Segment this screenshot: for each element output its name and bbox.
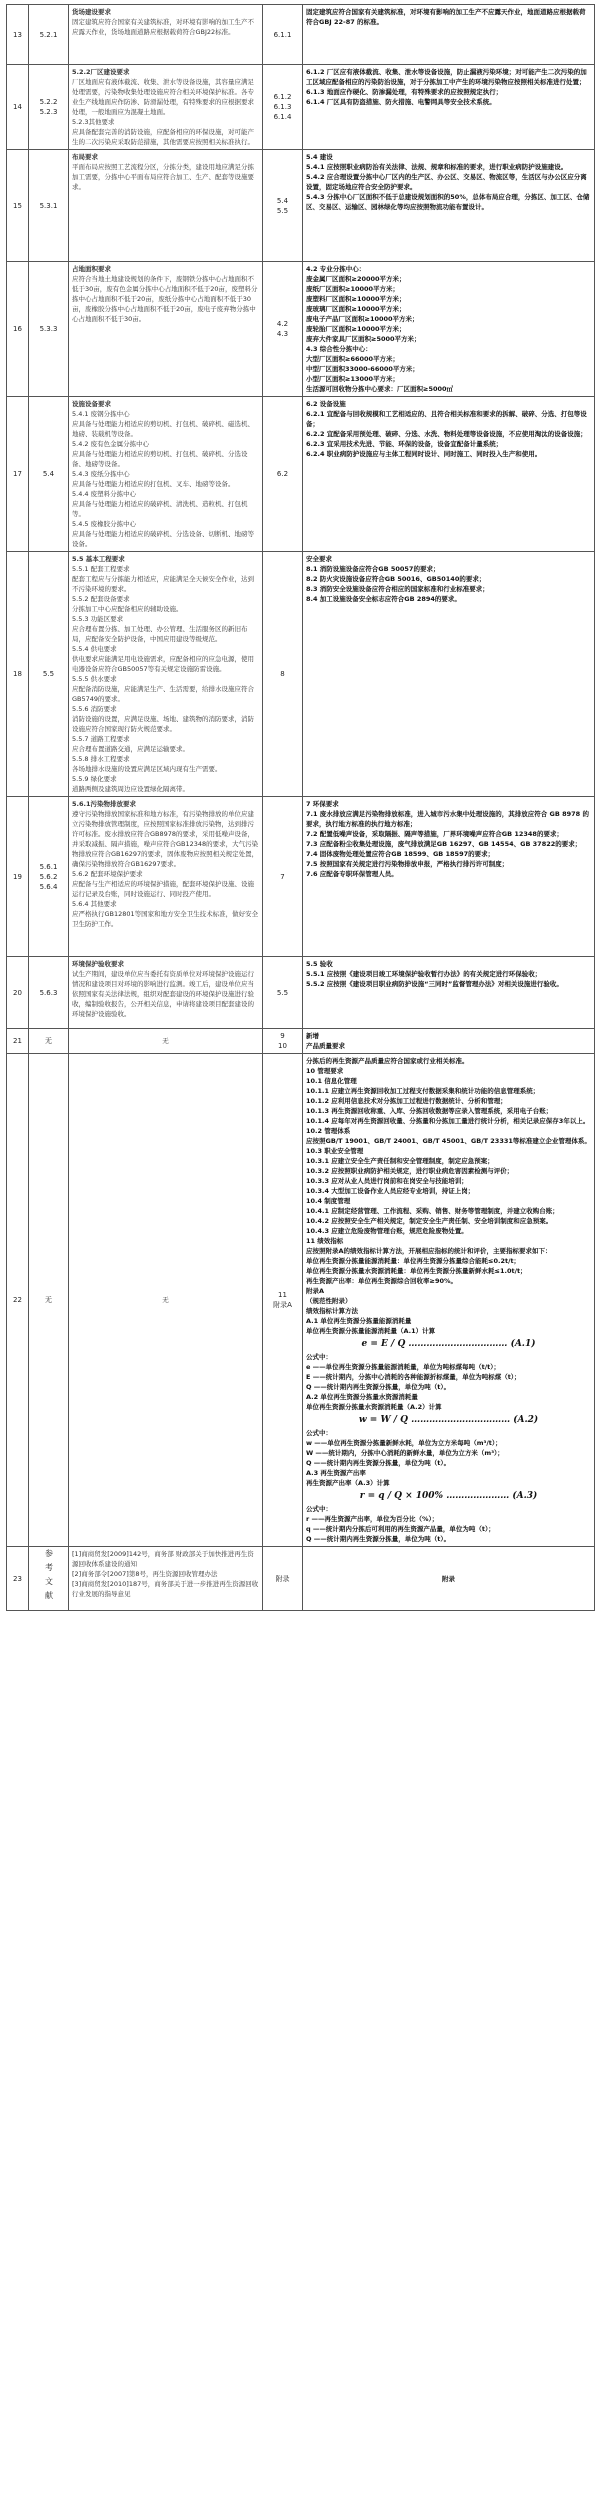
old-clause-number: 5.2.2 5.2.3 (29, 65, 69, 150)
new-clause-number: 附录 (263, 1547, 303, 1611)
new-text-line: 小型厂区面积≥13000平方米； (306, 375, 400, 383)
old-text-line: 固定建筑应符合国家有关建筑标准，对环境有影响的加工生产不应露天作业，货场地面道路应根据载荷符合GBJ22标准。 (72, 18, 254, 36)
row-number: 18 (7, 552, 29, 797)
new-clause-number: 5.5 (263, 957, 303, 1029)
old-text-line: 厂区地面应有液体截流、收集、泄水等设备设施，其容量应满足处理需要，污染物收集处理设施应符合相关环境保护标准。各专业生产线地面应作防渗、防滑漏处理，有特殊要求的应根据要求处理，一般地面应为混凝土地面。 (72, 78, 254, 116)
new-text-line: r ——再生资源产出率，单位为百分比（%）； (306, 1515, 439, 1523)
table-row (7, 1547, 595, 1611)
new-text-line: E ——统计期内，分拣中心消耗的各种能源折标煤量，单位为吨标煤（t）； (306, 1373, 521, 1381)
old-text-line: 5.5.1 配套工程要求 (72, 565, 130, 573)
old-text-line: 分拣加工中心应配备相应的辅助设施。 (72, 605, 183, 613)
row-number: 21 (7, 1029, 29, 1054)
new-text-line: 附录A (306, 1287, 325, 1295)
new-text-line: e ——单位再生资源分拣量能源消耗量，单位为吨标煤每吨（t/t）； (306, 1363, 501, 1371)
old-text-line: 遵守污染物排放国家标准和地方标准，有污染物排放的单位应建立污染物排放管理制度，应按照国家标准排放污染物，达到排污许可标准。废水排放应符合GB8978的要求，采用低噪声设备，并采取减振、隔声措施，噪声应符合GB12348的要求，大气污染物排放应符合GB16297的要求，固体废物应按照相关规定处置，确保污染物排放符合GB16297要求。 (72, 810, 259, 868)
new-text-line: 固定建筑应符合国家有关建筑标准，对环境有影响的加工生产不应露天作业，地面道路应根据载荷符合GBJ 22-87 的标准。 (306, 8, 586, 26)
new-text-line: A.3 再生资源产出率 (306, 1469, 366, 1477)
formula: e = E / Q …………………………… (A.1) (361, 1339, 536, 1349)
new-text-line: 5.5.1 应按照《建设项目竣工环境保护验收暂行办法》的有关规定进行环保验收； (306, 970, 542, 978)
old-text-line: 5.4.5 废橡胶分拣中心 (72, 520, 137, 528)
new-text-line: 8.2 防火灾设施设备应符合GB 50016、GB50140的要求； (306, 575, 486, 583)
new-text-line: （规范性附录） (306, 1297, 352, 1305)
new-clause-text (303, 150, 595, 262)
new-text-line: Q ——统计期内再生资源分拣量，单位为吨（t）。 (306, 1535, 451, 1543)
new-text-line: 4.2 专业分拣中心： (306, 265, 366, 273)
table-row (7, 397, 595, 552)
old-clause-text (69, 5, 263, 65)
old-text-line: 5.5.4 供电要求 (72, 645, 117, 653)
new-clause-text (303, 957, 595, 1029)
new-text-line: 废电子产品厂区面积≥10000平方米； (306, 315, 419, 323)
old-clause-number: 5.4 (29, 397, 69, 552)
old-clause-number: 5.3.1 (29, 150, 69, 262)
old-text-line: 5.5.9 绿化要求 (72, 775, 117, 783)
new-clause-number: 6.1.2 6.1.3 6.1.4 (263, 65, 303, 150)
old-text-line: 环境保护验收要求 (72, 960, 124, 968)
old-text-line: 应具备与处理能力相适应的破碎机、分选设备、切断机、地磅等设备。 (72, 530, 254, 548)
new-clause-text (303, 552, 595, 797)
old-text-line: 配套工程应与分拣能力相适应，应能满足全天候安全作业，达到不污染环境的要求。 (72, 575, 254, 593)
row-number: 20 (7, 957, 29, 1029)
new-text-line: 10.4 制度管理 (306, 1197, 351, 1205)
new-text-line: 10.1.4 应每年对再生资源回收量、分拣量和分拣加工量进行统计分析，相关记录应保存3年以上。 (306, 1117, 590, 1125)
new-clause-text (303, 797, 595, 957)
old-text-line: 应配备消防设施，应能满足生产、生活需要，给排水设施应符合GB5749的要求。 (72, 685, 254, 703)
comparison-table-body (7, 5, 595, 1611)
old-text-line: 5.5.6 消防要求 (72, 705, 117, 713)
document-page (6, 4, 594, 1611)
row-number: 16 (7, 262, 29, 397)
old-clause-text (69, 552, 263, 797)
new-text-line: 废玻璃厂区面积≥10000平方米； (306, 305, 406, 313)
new-text-line: Q ——统计期内再生资源分拣量，单位为吨（t）。 (306, 1383, 451, 1391)
new-clause-number: 9 10 (263, 1029, 303, 1054)
new-text-line: 10.1.2 应利用信息技术对分拣加工过程进行数据统计、分析和管理； (306, 1097, 507, 1105)
old-text-line: 应合理布置道路交通，应满足运输要求。 (72, 745, 189, 753)
new-text-line: 10.3.3 应对从业人员进行岗前和在岗安全与技能培训； (306, 1177, 468, 1185)
old-text-line: 5.6.2 配套环境保护要求 (72, 870, 143, 878)
new-text-line: 10.4.1 应制定经营管理、工作流程、采购、销售、财务等管理制度，并建立收购台账； (306, 1207, 559, 1215)
new-clause-number: 5.4 5.5 (263, 150, 303, 262)
old-text-line: 应具备与处理能力相适应的剪切机、打包机、破碎机、磁选机、地磅、装载机等设备。 (72, 420, 254, 438)
old-text-line: 5.5.8 排水工程要求 (72, 755, 130, 763)
new-text-line: 5.4.1 应按照职业病防治有关法律、法规、规章和标准的要求，进行职业病防护设施建设。 (306, 163, 568, 171)
new-text-line: 10.2 管理体系 (306, 1127, 351, 1135)
new-text-line: 再生资源产出率（A.3）计算 (306, 1479, 390, 1487)
new-text-line: 单位再生资源分拣量能源消耗量（A.1）计算 (306, 1327, 436, 1335)
new-text-line: 7.6 应配备专职环保管理人员。 (306, 870, 398, 878)
new-text-line: 应按照GB/T 19001、GB/T 24001、GB/T 45001、GB/T 23331等标准建立企业管理体系。 (306, 1137, 591, 1145)
old-text-line: [3]商商贸发[2010]187号，商务部关于进一步推进再生资源回收行业发展的指导意见 (72, 1580, 259, 1598)
row-number: 13 (7, 5, 29, 65)
old-clause-text (69, 797, 263, 957)
new-text-line: 6.1.3 地面应作硬化、防渗漏处理，有特殊要求的应按照规定执行； (306, 88, 503, 96)
new-text-line: 10.1.3 再生资源回收称重、入库、分拣回收数据等应录入管理系统，采用电子台账； (306, 1107, 553, 1115)
table-row (7, 1029, 595, 1054)
new-text-line: 7.3 应配备粉尘收集处理设施，废气排放满足GB 16297、GB 14554、GB 37822的要求； (306, 840, 582, 848)
row-number: 19 (7, 797, 29, 957)
new-text-line: 废金属厂区面积≥20000平方米； (306, 275, 406, 283)
table-row (7, 957, 595, 1029)
new-text-line: 公式中： (306, 1429, 332, 1437)
formula: r = q / Q × 100% ………………… (A.3) (359, 1491, 538, 1501)
old-clause-text: 无 (69, 1054, 263, 1547)
old-text-line: 5.2.3其他要求 (72, 118, 115, 126)
old-clause-number: 5.5 (29, 552, 69, 797)
old-text-line: 道路两侧及建筑周边应设置绿化隔离带。 (72, 785, 189, 793)
new-text-line: 再生资源产出率：单位再生资源综合回收率≥90%。 (306, 1277, 458, 1285)
new-text-line: 7 环保要求 (306, 800, 339, 808)
old-text-line: 5.4.4 废塑料分拣中心 (72, 490, 137, 498)
new-text-line: 6.2.4 职业病防护设施应与主体工程同时设计、同时施工、同时投入生产和使用。 (306, 450, 542, 458)
old-text-line: 应具备与处理能力相适应的剪切机、打包机、破碎机、分选设备、地磅等设备。 (72, 450, 248, 468)
new-text-line: w ——单位再生资源分拣量新鲜水耗，单位为立方米每吨（m³/t）； (306, 1439, 502, 1447)
new-text-line: 公式中： (306, 1353, 332, 1361)
old-text-line: 5.5.2 配套设备要求 (72, 595, 130, 603)
new-text-line: 应按照附录A的绩效指标计算方法，开展相应指标的统计和评价，主要指标要求如下： (306, 1247, 552, 1255)
old-text-line: 占地面积要求 (72, 265, 111, 273)
old-text-line: 供电要求应能满足用电设施需求，应配备相应的应急电源，使用电器设备应符合GB50057等有关规定设施防雷设施。 (72, 655, 254, 673)
references-label: 参考文献 (44, 1549, 54, 1605)
new-text-line: 单位再生资源分拣量水资源消耗量（A.2）计算 (306, 1403, 442, 1411)
new-clause-number: 6.1.1 (263, 5, 303, 65)
old-text-line: 应配备与生产相适应的环境保护措施，配套环境保护设施、设施运行记录及台账，同时设施运行、同时投产使用。 (72, 880, 254, 898)
new-text-line: 6.2.2 宜配备采用预处理、破碎、分选、水洗、物料处理等设备设施，不应使用淘汰的设备设施； (306, 430, 587, 438)
new-text-line: 6.2 设备设施 (306, 400, 346, 408)
table-row (7, 1054, 595, 1547)
new-text-line: 5.4.3 分拣中心厂区面积不低于总建设规划面积的50%，总体布局应合理，分拣区、加工区、仓储区、交易区、运输区、园林绿化等均应按照物流功能布置设计。 (306, 193, 590, 211)
new-text-line: 7.2 配置低噪声设备，采取隔振、隔声等措施，厂界环境噪声应符合GB 12348的要求； (306, 830, 563, 838)
old-clause-text (69, 150, 263, 262)
new-text-line: Q ——统计期内再生资源分拣量，单位为吨（t）。 (306, 1459, 451, 1467)
formula: w = W / Q …………………………… (A.2) (358, 1415, 539, 1425)
old-text-line: 应合理布置分拣、加工处理、办公管理、生活服务区的新旧布局，应配备安全防护设备，中国应用建设等级规范。 (72, 625, 248, 643)
old-text-line: 5.6.4 其他要求 (72, 900, 117, 908)
old-clause-number: 5.3.3 (29, 262, 69, 397)
old-clause-text (69, 957, 263, 1029)
new-clause-text (303, 1029, 595, 1054)
new-clause-text (303, 397, 595, 552)
new-text-line: 单位再生资源分拣量水资源消耗量：单位再生资源分拣量新鲜水耗≤1.0t/t； (306, 1267, 527, 1275)
new-text-line: 公式中： (306, 1505, 332, 1513)
new-text-line: 6.1.2 厂区应有液体截流、收集、泄水等设备设施，防止漏液污染环境；对可能产生二次污染的加工区域应配备相应的污染防治设施，对于分拣加工中产生的环境污染物应按照相关标准进行处置； (306, 68, 587, 86)
new-clause-number: 7 (263, 797, 303, 957)
new-clause-text (303, 262, 595, 397)
new-text-line: 5.4.2 应合理设置分拣中心厂区内的生产区、办公区、交易区、物流区等，生活区与办公区应分离设置，固定场地应符合安全防护要求。 (306, 173, 587, 191)
old-text-line: 应符合当地土地建设规划的条件下，废钢铁分拣中心占地面积不低于30亩，废有色金属分拣中心占地面积不低于20亩，废塑料分拣中心占地面积不低于20亩，废纸分拣中心占地面积不低于30亩，废橡胶分拣中心占地面积不低于20亩，废电子废弃物分拣中心占地面积不低于30亩。 (72, 275, 258, 323)
new-text-line: 废轮胎厂区面积≥10000平方米； (306, 325, 406, 333)
old-text-line: 应具备与处理能力相适应的打包机、叉车、地磅等设备。 (72, 480, 235, 488)
old-clause-number: 5.2.1 (29, 5, 69, 65)
old-text-line: 5.5.5 供水要求 (72, 675, 117, 683)
new-text-line: 10.4.2 应按照安全生产相关规定，制定安全生产责任制、安全培训制度和应急预案。 (306, 1217, 553, 1225)
table-row (7, 797, 595, 957)
old-text-line: 应严格执行GB12801等国家和地方安全卫生技术标准，做好安全卫生防护工作。 (72, 910, 259, 928)
new-text-line: 废纸厂区面积≥10000平方米； (306, 285, 400, 293)
new-text-line: 产品质量要求 (306, 1042, 345, 1050)
old-clause-number (29, 1547, 69, 1611)
old-clause-number: 5.6.1 5.6.2 5.6.4 (29, 797, 69, 957)
old-text-line: 平面布局应按照工艺流程分区，分拣分类，建设用地应满足分拣加工需要，分拣中心平面布局应符合加工、生产、配套等设施要求。 (72, 163, 254, 191)
new-text-line: A.2 单位再生资源分拣量水资源消耗量 (306, 1393, 418, 1401)
new-text-line: 10.3.4 大型加工设备作业人员应经专业培训，持证上岗； (306, 1187, 475, 1195)
new-text-line: W ——统计期内，分拣中心消耗的新鲜水量，单位为立方米（m³）； (306, 1449, 504, 1457)
new-text-line: 10.3 职业安全管理 (306, 1147, 364, 1155)
old-text-line: 5.5 基本工程要求 (72, 555, 125, 563)
old-text-line: 5.5.7 道路工程要求 (72, 735, 130, 743)
old-clause-text (69, 1547, 263, 1611)
new-text-line: 6.2.1 宜配备与回收规模和工艺相适应的、且符合相关标准和要求的拆解、破碎、分选、打包等设备； (306, 410, 587, 428)
old-text-line: 5.2.2厂区建设要求 (72, 68, 130, 76)
old-text-line: 布局要求 (72, 153, 98, 161)
new-text-line: A.1 单位再生资源分拣量能源消耗量 (306, 1317, 412, 1325)
new-text-line: 大型厂区面积≥66000平方米； (306, 355, 400, 363)
new-text-line: 10 管理要求 (306, 1067, 344, 1075)
new-clause-number: 11 附录A (263, 1054, 303, 1547)
new-clause-number: 6.2 (263, 397, 303, 552)
new-text-line: 10.3.2 应按照职业病防护相关规定，进行职业病危害因素检测与评价； (306, 1167, 514, 1175)
new-text-line: 10.1.1 应建立再生资源回收加工过程支付数据采集和统计功能的信息管理系统； (306, 1087, 540, 1095)
old-text-line: 货场建设要求 (72, 8, 111, 16)
new-text-line: 6.2.3 宜采用技术先进、节能、环保的设备，设备宜配备计量系统； (306, 440, 503, 448)
old-clause-number: 5.6.3 (29, 957, 69, 1029)
new-text-line: 安全要求 (306, 555, 332, 563)
new-text-line: 废弃大件家具厂区面积≥5000平方米； (306, 335, 421, 343)
new-text-line: 11 绩效指标 (306, 1237, 344, 1245)
new-text-line: 5.5.2 应按照《建设项目职业病防护设施“三同时”监督管理办法》对相关设施进行验收。 (306, 980, 563, 988)
new-text-line: q ——统计期内分拣后可利用的再生资源产品量，单位为吨（t）； (306, 1525, 495, 1533)
old-clause-number: 无 (29, 1054, 69, 1547)
row-number: 22 (7, 1054, 29, 1547)
old-text-line: 应具备配套完善的消防设施，应配备相应的环保设施，对可能产生的二次污染应采取防范措施，其他需要应按照相关标准执行。 (72, 128, 254, 146)
new-clause-number: 4.2 4.3 (263, 262, 303, 397)
row-number: 15 (7, 150, 29, 262)
old-text-line: 消防设施的设置，应满足设施、场地、建筑物的消防要求，消防设施应符合国家现行防火规范要求。 (72, 715, 254, 733)
old-text-line: 应具备与处理能力相适应的破碎机、清洗机、造粒机、打包机等。 (72, 500, 248, 518)
table-row (7, 5, 595, 65)
old-text-line: 5.4.2 废有色金属分拣中心 (72, 440, 150, 448)
new-clause-text (303, 1054, 595, 1547)
new-text-line: 分拣后的再生资源产品质量应符合国家或行业相关标准。 (306, 1057, 469, 1065)
new-text-line: 中型厂区面积33000-66000平方米； (306, 365, 419, 373)
new-text-line: 8.3 消防安全设施设备应符合相应的国家标准和行业标准要求； (306, 585, 489, 593)
old-text-line: 试生产期间，建设单位应当委托有资质单位对环境保护设施运行情况和建设项目对环境的影响进行监测。竣工后，建设单位应当依照国家有关法律法规，组织对配套建设的环境保护设施进行验收，编制验收报告，公开相关信息，申请将建设项目配套建设的环境保护设施验收。 (72, 970, 254, 1018)
new-text-line: 8.4 加工设施设备安全标志应符合GB 2894的要求。 (306, 595, 461, 603)
new-text-line: 5.4 建设 (306, 153, 333, 161)
old-text-line: 5.4.3 废纸分拣中心 (72, 470, 130, 478)
row-number: 14 (7, 65, 29, 150)
new-text-line: 8.1 消防设施设备应符合GB 50057的要求； (306, 565, 440, 573)
old-text-line: 5.6.1污染物排放要求 (72, 800, 137, 808)
new-text-line: 4.3 综合性分拣中心： (306, 345, 372, 353)
old-clause-text (69, 262, 263, 397)
new-text-line: 废塑料厂区面积≥10000平方米； (306, 295, 406, 303)
old-text-line: 各场地排水设施的设置应满足区域内现有生产需要。 (72, 765, 222, 773)
new-clause-text (303, 5, 595, 65)
new-text-line: 7.1 废水排放应满足污染物排放标准，进入城市污水集中处理设施的，其排放应符合 GB 8978 的要求，执行地方标准的执行地方标准； (306, 810, 589, 828)
new-text-line: 6.1.4 厂区具有防盗措施、防火措施、电警网具等安全技术系统。 (306, 98, 496, 106)
new-clause-number: 8 (263, 552, 303, 797)
table-row (7, 552, 595, 797)
old-clause-text (69, 397, 263, 552)
old-text-line: [2]商务部令[2007]第8号，再生资源回收管理办法 (72, 1570, 218, 1578)
old-text-line: 5.5.3 功能区要求 (72, 615, 124, 623)
old-text-line: [1]商商贸发[2009]142号，商务部 财政部关于加快推进再生资源回收体系建设的通知 (72, 1550, 254, 1568)
old-text-line: 设施设备要求 (72, 400, 111, 408)
table-row (7, 65, 595, 150)
new-text-line: 绩效指标计算方法 (306, 1307, 358, 1315)
new-text-line: 10.4.3 应建立危险废物管理台账，规范危险废物处置。 (306, 1227, 468, 1235)
old-text-line: 5.4.1 废钢分拣中心 (72, 410, 130, 418)
old-clause-text: 无 (69, 1029, 263, 1054)
table-row (7, 262, 595, 397)
new-text-line: 生活源可回收物分拣中心要求：厂区面积≥5000㎡ (306, 385, 454, 393)
comparison-table (6, 4, 595, 1611)
new-text-line: 10.3.1 应建立安全生产责任制和安全管理制度，制定应急预案； (306, 1157, 494, 1165)
new-text-line: 新增 (306, 1032, 319, 1040)
new-text-line: 10.1 信息化管理 (306, 1077, 357, 1085)
new-text-line: 7.4 固体废物处理处置应符合GB 18599、GB 18597的要求； (306, 850, 495, 858)
new-clause-text: 附录 (303, 1547, 595, 1611)
new-text-line: 单位再生资源分拣量能源消耗量：单位再生资源分拣量综合能耗≤0.2t/t； (306, 1257, 521, 1265)
old-clause-number: 无 (29, 1029, 69, 1054)
row-number: 23 (7, 1547, 29, 1611)
row-number: 17 (7, 397, 29, 552)
new-text-line: 7.5 按照国家有关规定进行污染物排放申报，严格执行排污许可制度； (306, 860, 509, 868)
table-row (7, 150, 595, 262)
new-text-line: 5.5 验收 (306, 960, 333, 968)
old-clause-text (69, 65, 263, 150)
new-clause-text (303, 65, 595, 150)
